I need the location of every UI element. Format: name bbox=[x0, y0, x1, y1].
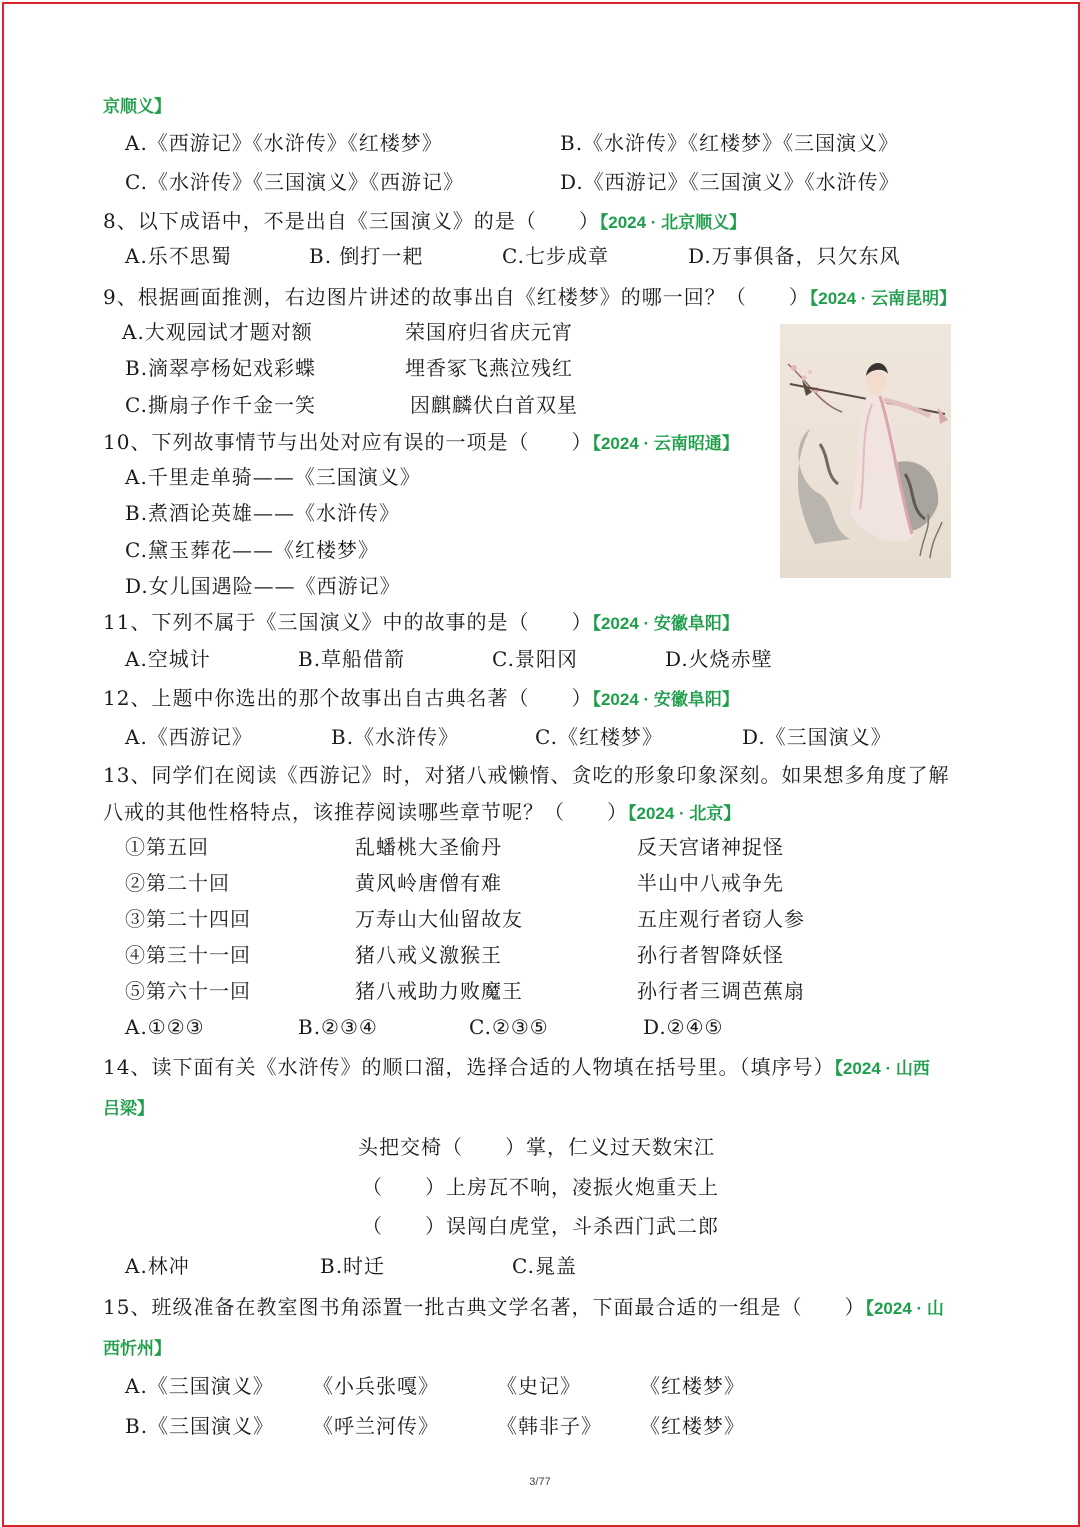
q10-stem-text: 10、下列故事情节与出处对应有误的一项是（ ） bbox=[103, 430, 593, 454]
q15-option-a-book-3: 《史记》 bbox=[497, 1374, 581, 1398]
q14-verse-2: （ ）上房瓦不响，凌振火炮重天上 bbox=[362, 1175, 719, 1199]
q13-stem-line1: 13、同学们在阅读《西游记》时，对猪八戒懒惰、贪吃的形象印象深刻。如果想多角度了解 bbox=[103, 763, 950, 787]
q15-option-a-book-4: 《红楼梦》 bbox=[640, 1374, 745, 1398]
page-number: 3/77 bbox=[529, 1476, 551, 1488]
q10-option-b: B.煮酒论英雄——《水浒传》 bbox=[125, 501, 401, 525]
q13-source-tag: 【2024 · 北京】 bbox=[628, 804, 741, 823]
q8-option-d: D.万事俱备，只欠东风 bbox=[688, 244, 901, 268]
q9-option-a: A.大观园试才题对额 bbox=[122, 320, 313, 344]
q13-chapter-5-title-b: 孙行者三调芭蕉扇 bbox=[637, 979, 805, 1003]
q13-chapter-2-title-b: 半山中八戒争先 bbox=[637, 871, 784, 895]
q13-chapter-4-title-b: 孙行者智降妖怪 bbox=[637, 943, 784, 967]
q13-chapter-1: ①第五回 bbox=[125, 835, 209, 859]
lady-painting-image bbox=[780, 324, 951, 578]
q15-option-b-book-3: 《韩非子》 bbox=[497, 1414, 602, 1438]
q14-stem-text: 14、读下面有关《水浒传》的顺口溜，选择合适的人物填在括号里。（填序号） bbox=[103, 1055, 835, 1079]
q11-option-a: A.空城计 bbox=[125, 647, 211, 671]
q12-stem-text: 12、上题中你选出的那个故事出自古典名著（ ） bbox=[103, 686, 593, 710]
q15-option-a-book-2: 《小兵张嘎》 bbox=[313, 1374, 439, 1398]
q10-option-a: A.千里走单骑——《三国演义》 bbox=[125, 465, 421, 489]
q12-option-d: D.《三国演义》 bbox=[742, 725, 892, 749]
q13-stem-line2 bbox=[103, 799, 740, 827]
cont-source-tag: 京顺义】 bbox=[103, 97, 171, 116]
q8-source-tag: 【2024 · 北京顺义】 bbox=[599, 213, 747, 232]
q15-source-tag-part2: 西忻州】 bbox=[103, 1339, 171, 1358]
q9-option-b: B.滴翠亭杨妃戏彩蝶 bbox=[125, 356, 317, 380]
q13-chapter-2: ②第二十回 bbox=[125, 871, 230, 895]
q10-source-tag: 【2024 · 云南昭通】 bbox=[592, 434, 739, 453]
q10-option-c: C.黛玉葬花——《红楼梦》 bbox=[125, 538, 379, 562]
q10-stem bbox=[103, 429, 739, 457]
q9-option-a-second: 荣国府归省庆元宵 bbox=[405, 320, 573, 344]
q11-option-d: D.火烧赤壁 bbox=[665, 647, 773, 671]
q14-verse-1: 头把交椅（ ）掌，仁义过天数宋江 bbox=[358, 1135, 715, 1159]
q8-option-a: A.乐不思蜀 bbox=[125, 244, 232, 268]
q13-chapter-3-title-a: 万寿山大仙留故友 bbox=[355, 907, 523, 931]
q8-stem bbox=[103, 208, 746, 236]
q11-option-b: B.草船借箭 bbox=[298, 647, 406, 671]
q9-option-c-second: 因麒麟伏白首双星 bbox=[410, 393, 578, 417]
q9-stem bbox=[103, 284, 956, 312]
q9-stem-text: 9、根据画面推测，右边图片讲述的故事出自《红楼梦》的哪一回？（ ） bbox=[103, 285, 810, 309]
q12-option-a: A.《西游记》 bbox=[125, 725, 253, 749]
q7-option-d: D.《西游记》《三国演义》《水浒传》 bbox=[560, 170, 900, 194]
q13-chapter-2-title-a: 黄风岭唐僧有难 bbox=[355, 871, 502, 895]
q11-source-tag: 【2024 · 安徽阜阳】 bbox=[592, 614, 739, 633]
q12-source-tag: 【2024 · 安徽阜阳】 bbox=[592, 690, 739, 709]
q15-option-b-book-2: 《呼兰河传》 bbox=[313, 1414, 439, 1438]
q13-chapter-3-title-b: 五庄观行者窃人参 bbox=[637, 907, 805, 931]
q8-option-c: C.七步成章 bbox=[502, 244, 609, 268]
q7-option-b: B.《水浒传》《红楼梦》《三国演义》 bbox=[560, 131, 900, 155]
q7-option-c: C.《水浒传》《三国演义》《西游记》 bbox=[125, 170, 464, 194]
q12-stem bbox=[103, 685, 739, 713]
q14-source-tag-part1: 【2024 · 山西 bbox=[834, 1059, 930, 1078]
q14-option-b: B.时迁 bbox=[320, 1254, 386, 1278]
q14-verse-3: （ ）误闯白虎堂，斗杀西门武二郎 bbox=[362, 1214, 719, 1238]
q11-stem bbox=[103, 609, 739, 637]
q13-option-a: A.①②③ bbox=[125, 1015, 205, 1039]
q13-option-b: B.②③④ bbox=[298, 1015, 378, 1039]
q15-stem bbox=[103, 1294, 944, 1322]
q13-stem-text: 八戒的其他性格特点，该推荐阅读哪些章节呢？（ ） bbox=[103, 800, 628, 824]
q11-option-c: C.景阳冈 bbox=[492, 647, 578, 671]
q11-stem-text: 11、下列不属于《三国演义》中的故事的是（ ） bbox=[103, 610, 593, 634]
lady-illustration bbox=[780, 324, 951, 578]
q13-chapter-4-title-a: 猪八戒义激猴王 bbox=[355, 943, 502, 967]
q13-chapter-4: ④第三十一回 bbox=[125, 943, 251, 967]
q13-chapter-5-title-a: 猪八戒助力败魔王 bbox=[355, 979, 523, 1003]
q15-stem-text: 15、班级准备在教室图书角添置一批古典文学名著，下面最合适的一组是（ ） bbox=[103, 1295, 866, 1319]
q12-option-b: B.《水浒传》 bbox=[331, 725, 460, 749]
q15-option-b-book-1: B.《三国演义》 bbox=[125, 1414, 275, 1438]
q13-chapter-1-title-a: 乱蟠桃大圣偷丹 bbox=[355, 835, 502, 859]
q15-source-tag-part1: 【2024 · 山 bbox=[865, 1299, 944, 1318]
q8-stem-text: 8、以下成语中，不是出自《三国演义》的是（ ） bbox=[103, 209, 600, 233]
q15-option-b-book-4: 《红楼梦》 bbox=[640, 1414, 745, 1438]
q9-option-c: C.撕扇子作千金一笑 bbox=[125, 393, 316, 417]
q10-option-d: D.女儿国遇险——《西游记》 bbox=[125, 574, 401, 598]
q8-option-b: B. 倒打一耙 bbox=[309, 244, 424, 268]
q9-source-tag: 【2024 · 云南昆明】 bbox=[809, 289, 957, 308]
q13-chapter-5: ⑤第六十一回 bbox=[125, 979, 251, 1003]
q13-option-c: C.②③⑤ bbox=[469, 1015, 549, 1039]
q14-source-tag-part2: 吕梁】 bbox=[103, 1099, 154, 1118]
q9-option-b-second: 埋香冢飞燕泣残红 bbox=[405, 356, 573, 380]
q14-option-a: A.林冲 bbox=[125, 1254, 190, 1278]
q7-option-a: A.《西游记》《水浒传》《红楼梦》 bbox=[125, 131, 443, 155]
q13-chapter-3: ③第二十四回 bbox=[125, 907, 251, 931]
q15-option-a-book-1: A.《三国演义》 bbox=[125, 1374, 274, 1398]
q12-option-c: C.《红楼梦》 bbox=[535, 725, 663, 749]
q14-stem bbox=[103, 1054, 930, 1082]
q13-option-d: D.②④⑤ bbox=[643, 1015, 724, 1039]
q13-chapter-1-title-b: 反天宫诸神捉怪 bbox=[637, 835, 784, 859]
q14-option-c: C.晁盖 bbox=[512, 1254, 577, 1278]
